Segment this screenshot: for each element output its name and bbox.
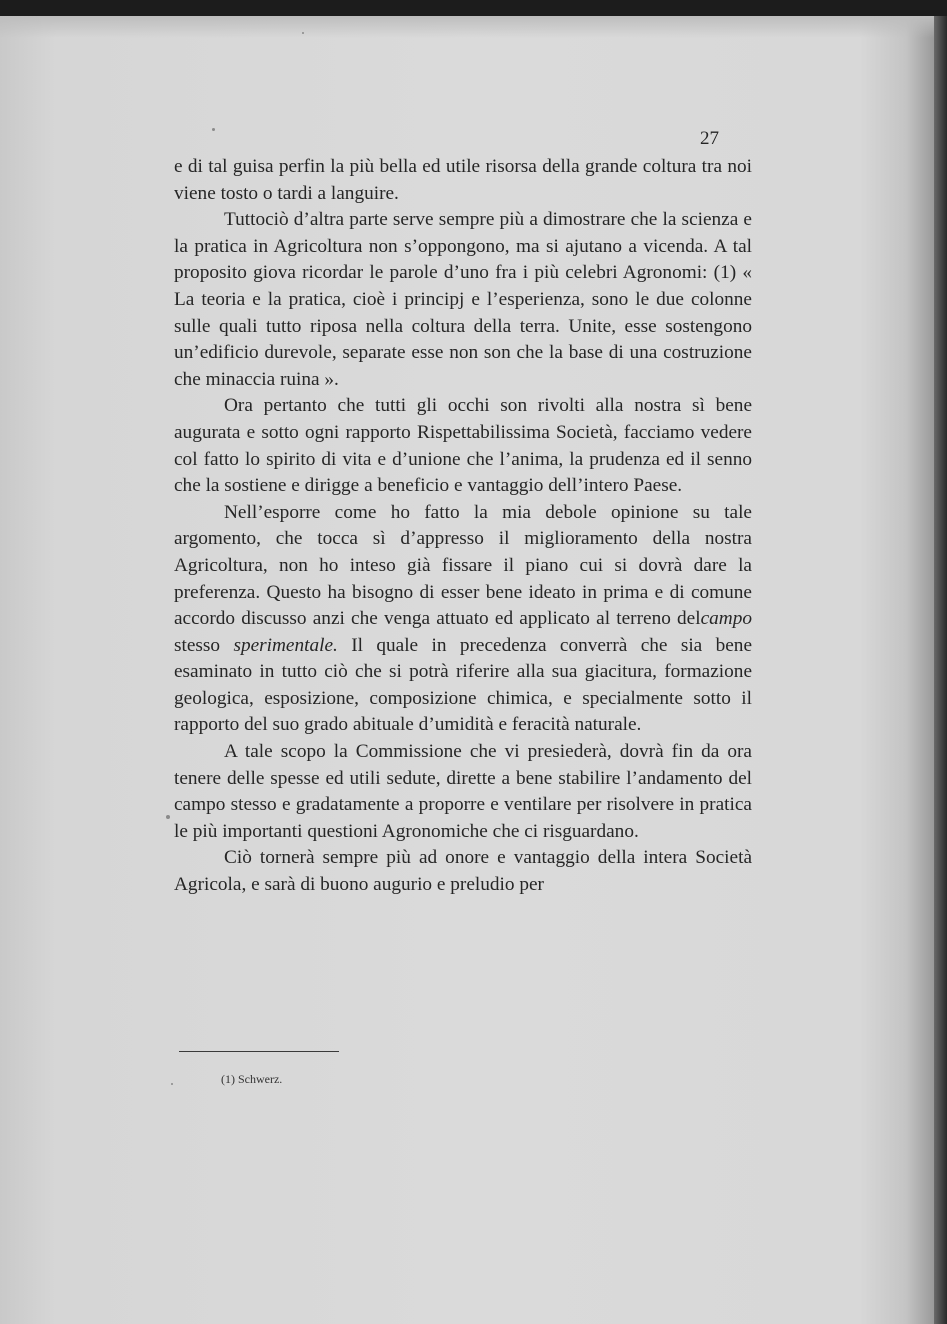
paragraph — [174, 500, 752, 739]
paper-speck — [302, 32, 304, 34]
text-run: Tuttociò d’altra parte serve sempre più a dimostrare che la scienza e la pratica in Agricoltura non s’oppongono, ma si ajutano a vicenda. A tal proposito giova ricordar le parole d’uno fra i più celebri Agronomi: (1) « La teoria e la pratica, cioè i principj e l’esperienza, sono le due colonne sulle quali tutto riposa nella coltura della terra. Unite, esse sostengono un’edificio durevole, separate esse non son che la base di una costruzione che minaccia ruina ». — [174, 209, 752, 390]
body-text — [174, 154, 752, 899]
paper-speck — [171, 1083, 173, 1085]
footnote-rule — [179, 1051, 339, 1052]
paper-speck — [212, 128, 215, 131]
text-run: stesso — [174, 634, 234, 656]
text-run: Ciò tornerà sempre più ad onore e vantaggio della intera Società Agricola, e sarà di buono augurio e preludio per — [174, 847, 752, 896]
page-number: 27 — [700, 128, 719, 149]
paper-speck — [166, 815, 170, 819]
paragraph — [174, 739, 752, 845]
text-run: Ora pertanto che tutti gli occhi son rivolti alla nostra sì bene augurata e sotto ogni rapporto Rispettabilissima Società, facciamo vedere col fatto lo spirito di vita e d’unione che l’anima, la prudenza ed il senno che la sostiene e dirigge a beneficio e vantaggio dell’intero Paese. — [174, 395, 752, 497]
text-run: Il quale in precedenza converrà che sia bene esaminato in tutto ciò che si potrà riferire alla sua giacitura, formazione geologica, esposizione, composizione chimica, e specialmente sotto il rapporto del suo grado abituale d’umidità e feracità naturale. — [174, 634, 752, 736]
footnote: (1) Schwerz. — [221, 1072, 283, 1086]
paragraph — [174, 845, 752, 898]
paragraph — [174, 393, 752, 499]
text-run: Nell’esporre come ho fatto la mia debole opinione su tale argomento, che tocca sì d’appresso il miglioramento della nostra Agricoltura, non ho inteso già fissare il piano cui si dovrà dare la preferenza. Questo ha bisogno di esser bene ideato in prima e di comune accordo discusso anzi che venga attuato ed applicato al terreno del — [174, 501, 752, 630]
text-run: e di tal guisa perfin la più bella ed utile risorsa della grande coltura tra noi viene tosto o tardi a languire. — [174, 156, 752, 204]
page-edge-shadow — [934, 16, 947, 1324]
paragraph — [174, 154, 752, 207]
paragraph — [174, 207, 752, 393]
italic-text: campo — [700, 608, 752, 630]
text-run: A tale scopo la Commissione che vi presiederà, dovrà fin da ora tenere delle spesse ed utili sedute, dirette a bene stabilire l’andamento del campo stesso e gradatamente a proporre e ventilare per risolvere in pratica le più importanti questioni Agronomiche che ci risguardano. — [174, 741, 752, 842]
italic-text: sperimentale. — [233, 634, 338, 656]
